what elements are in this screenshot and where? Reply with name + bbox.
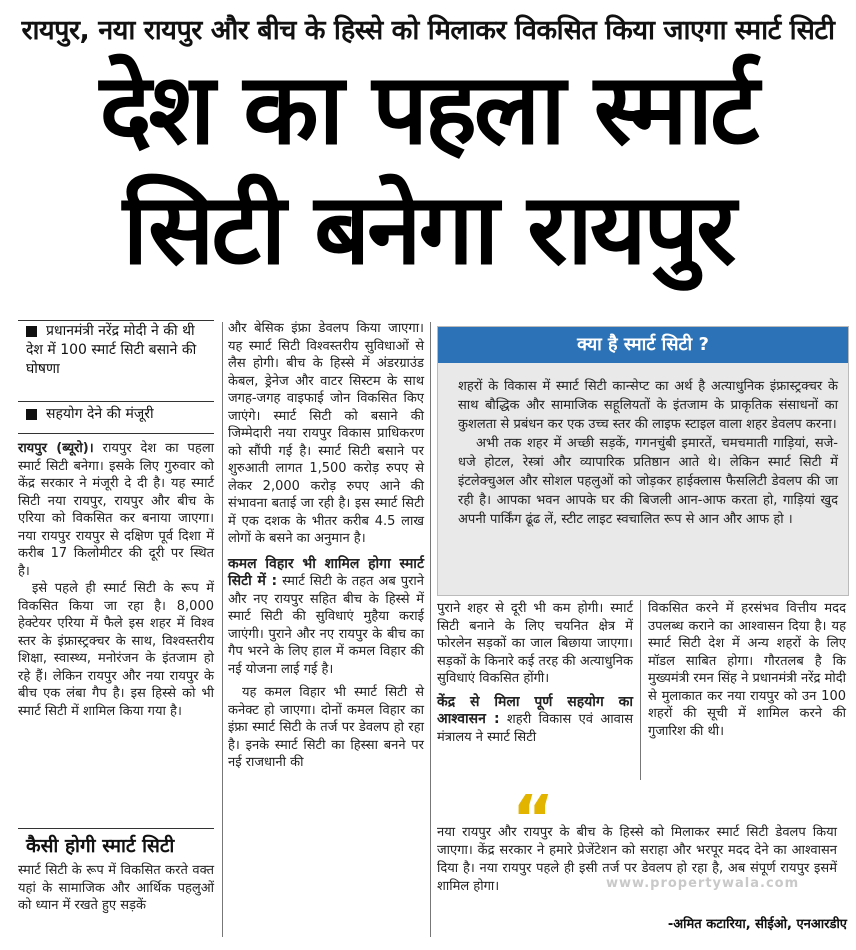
watermark: www.propertywala.com <box>606 876 800 891</box>
col1-para-2: इसे पहले ही स्मार्ट सिटी के रूप में विकसित किया जा रहा है। 8,000 हेक्टेयर एरिया में फैले इस शहर में विश्व स्तर के इंफ्रास्ट्रक्चर के साथ, विश्वस्तरीय शिक्षा, स्वास्थ्य, मनोरंजन के इंतजाम हो रहे हैं। लेकिन रायपुर और नया रायपुर के बीच एक लंबा गैप है। इस हिस्से को भी स्मार्ट सिटी में शामिल किया गया है। <box>18 581 214 719</box>
dateline: रायपुर (ब्यूरो)। <box>18 441 94 456</box>
bullet-text: सहयोग देने की मंजूरी <box>46 406 154 422</box>
col1-para-3: स्मार्ट सिटी के रूप में विकसित करते वक्त यहां के सामाजिक और आर्थिक पहलुओं को ध्यान में रखते हुए सड़कें <box>18 863 214 913</box>
col3-para-1: पुराने शहर से दूरी भी कम होगी। स्मार्ट सिटी बनाने के लिए चयनित क्षेत्र में फोरलेन सड़कों का जाल बिछाया जाएगा। सड़कों के किनारे कई तरह की अत्याधुनिक सुविधाएं विकसित होंगी। <box>437 601 633 686</box>
col4-para-1: विकसित करने में हरसंभव वित्तीय मदद उपलब्ध कराने का आश्वासन दिया है। यह स्मार्ट सिटी देश में अन्य शहरों के लिए मॉडल साबित होगा। गौरतलब है कि मुख्यमंत्री रमन सिंह ने प्रधानमंत्री नरेंद्र मोदी से मुलाकात कर नया रायपुर को उन 100 शहरों की सूची में शामिल करने की गुजारिश की थी। <box>648 601 846 739</box>
divider <box>18 401 214 402</box>
column-4 <box>648 600 846 740</box>
info-box-para-2: अभी तक शहर में अच्छी सड़कें, गगनचुंबी इमारतें, चमचमाती गाड़ियां, सजे-धजे होटल, रेस्त्रां और व्यापारिक प्रतिष्ठान आते थे। लेकिन स्मार्ट सिटी में इंटलेक्चुअल और सोशल पहलुओं को जोड़कर हाईक्लास फैसलिटी डेवलप की जा रही है। आपका भवन आपके घर की बिजली आन-आफ करता हो, गाड़ियां खुद अपनी पार्किंग ढूंढ लें, स्टीट लाइट स्वचालित रूप से आन और आफ हो । <box>458 436 838 527</box>
column-2 <box>228 320 424 772</box>
bullet-item <box>26 405 216 424</box>
divider <box>18 828 214 829</box>
column-1 <box>18 440 214 720</box>
col2-para-2: स्मार्ट सिटी के तहत अब पुराने और नए रायपुर सहित बीच के हिस्से में स्मार्ट सिटी की सुविधाएं मुहैया कराई जाएंगी। पुराने और नए रायपुर के बीच का गैप भरने के लिए हाल में कमल विहार की नई योजना लाई गई है। <box>228 574 424 677</box>
info-box-para-1: शहरों के विकास में स्मार्ट सिटी कान्सेप्ट का अर्थ है अत्याधुनिक इंफ्रास्ट्रक्चर के साथ बौद्धिक और सामाजिक सहूलियतों के इंतजाम के प्राकृतिक संसाधनों का कुशलता से प्रबंधन कर एक उच्च स्तर की लाइफ स्टाइल वाला शहर डेवलप करना। <box>458 379 838 432</box>
kicker-line: रायपुर, नया रायपुर और बीच के हिस्से को मिलाकर विकसित किया जाएगा स्मार्ट सिटी <box>21 15 835 46</box>
column-3 <box>437 600 633 746</box>
column-divider <box>430 322 431 937</box>
sub-heading: केंद्र से मिला पूर्ण सहयोग का आश्वासन : <box>437 693 633 727</box>
square-bullet-icon <box>26 409 37 420</box>
column-divider <box>640 600 641 780</box>
col3-para-2: शहरी विकास एवं आवास मंत्रालय ने स्मार्ट सिटी <box>437 712 634 745</box>
column-divider <box>222 322 223 937</box>
quote-attribution: -अमित कटारिया, सीईओ, एनआरडीए <box>667 917 847 932</box>
bullet-text: प्रधानमंत्री नरेंद्र मोदी ने की थी देश में 100 स्मार्ट सिटी बसाने की घोषणा <box>26 323 197 377</box>
section-heading: कैसी होगी स्मार्ट सिटी <box>26 835 175 857</box>
info-box-body <box>458 377 838 529</box>
col2-para-1: और बेसिक इंफ्रा डेवलप किया जाएगा। यह स्मार्ट सिटी विश्वस्तरीय सुविधाओं से लैस होगी। बीच के हिस्से में अंडरग्राउंड केबल, ड्रेनेज और वाटर सिस्टम के साथ जगह-जगह वाइफाई जोन विकसित किए जाएंगे। स्मार्ट सिटी को बसाने की जिम्मेदारी नया रायपुर विकास प्राधिकरण को सौंपी गई है। स्मार्ट सिटी बसाने पर शुरुआती लागत 1,500 करोड़ रुपए से लेकर 2,000 करोड़ रुपए आने की संभावना बताई जा रही है। इस स्मार्ट सिटी में एक दशक के भीतर करीब 4.5 लाख लोगों के बसने का अनुमान है। <box>228 321 424 546</box>
quote-mark-icon: “ <box>512 783 555 857</box>
col1-para-1: रायपुर देश का पहला स्मार्ट सिटी बनेगा। इसके लिए गुरुवार को केंद्र सरकार ने मंजूरी दे दी है। यह स्मार्ट सिटी नया रायपुर, रायपुर और बीच के एरिया को विकसित कर बनाया जाएगा। नया रायपुर रायपुर से दक्षिण पूर्व दिशा में करीब 17 किलोमीटर की दूरी पर स्थित है। <box>18 441 214 579</box>
divider <box>18 433 214 434</box>
headline-line-1: देश का पहला स्मार्ट <box>99 53 757 167</box>
sub-heading: कमल विहार भी शामिल होगा स्मार्ट सिटी में : <box>228 555 424 589</box>
col2-para-3: यह कमल विहार भी स्मार्ट सिटी से कनेक्ट हो जाएगा। दोनों कमल विहार का इंफ्रा स्मार्ट सिटी के तर्ज पर डेवलप हो रहा है। इनके स्मार्ट सिटी का हिस्सा बनने पर नई राजधानी की <box>228 685 424 770</box>
bullet-item <box>26 322 216 379</box>
square-bullet-icon <box>26 326 37 337</box>
divider <box>18 320 214 321</box>
headline-line-2: सिटी बनेगा रायपुर <box>122 173 734 287</box>
quote-text: नया रायपुर और रायपुर के बीच के हिस्से को मिलाकर स्मार्ट सिटी डेवलप किया जाएगा। केंद्र सरकार ने हमारे प्रेजेंटेशन को सराहा और भरपूर मदद देने का आश्वासन दिया है। नया रायपुर पहले ही इसी तर्ज पर डेवलप हो रहा है, अब संपूर्ण रायपुर इसमें शामिल होगा। <box>437 825 837 894</box>
info-box <box>437 326 849 596</box>
info-box-title: क्या है स्मार्ट सिटी ? <box>438 327 848 363</box>
